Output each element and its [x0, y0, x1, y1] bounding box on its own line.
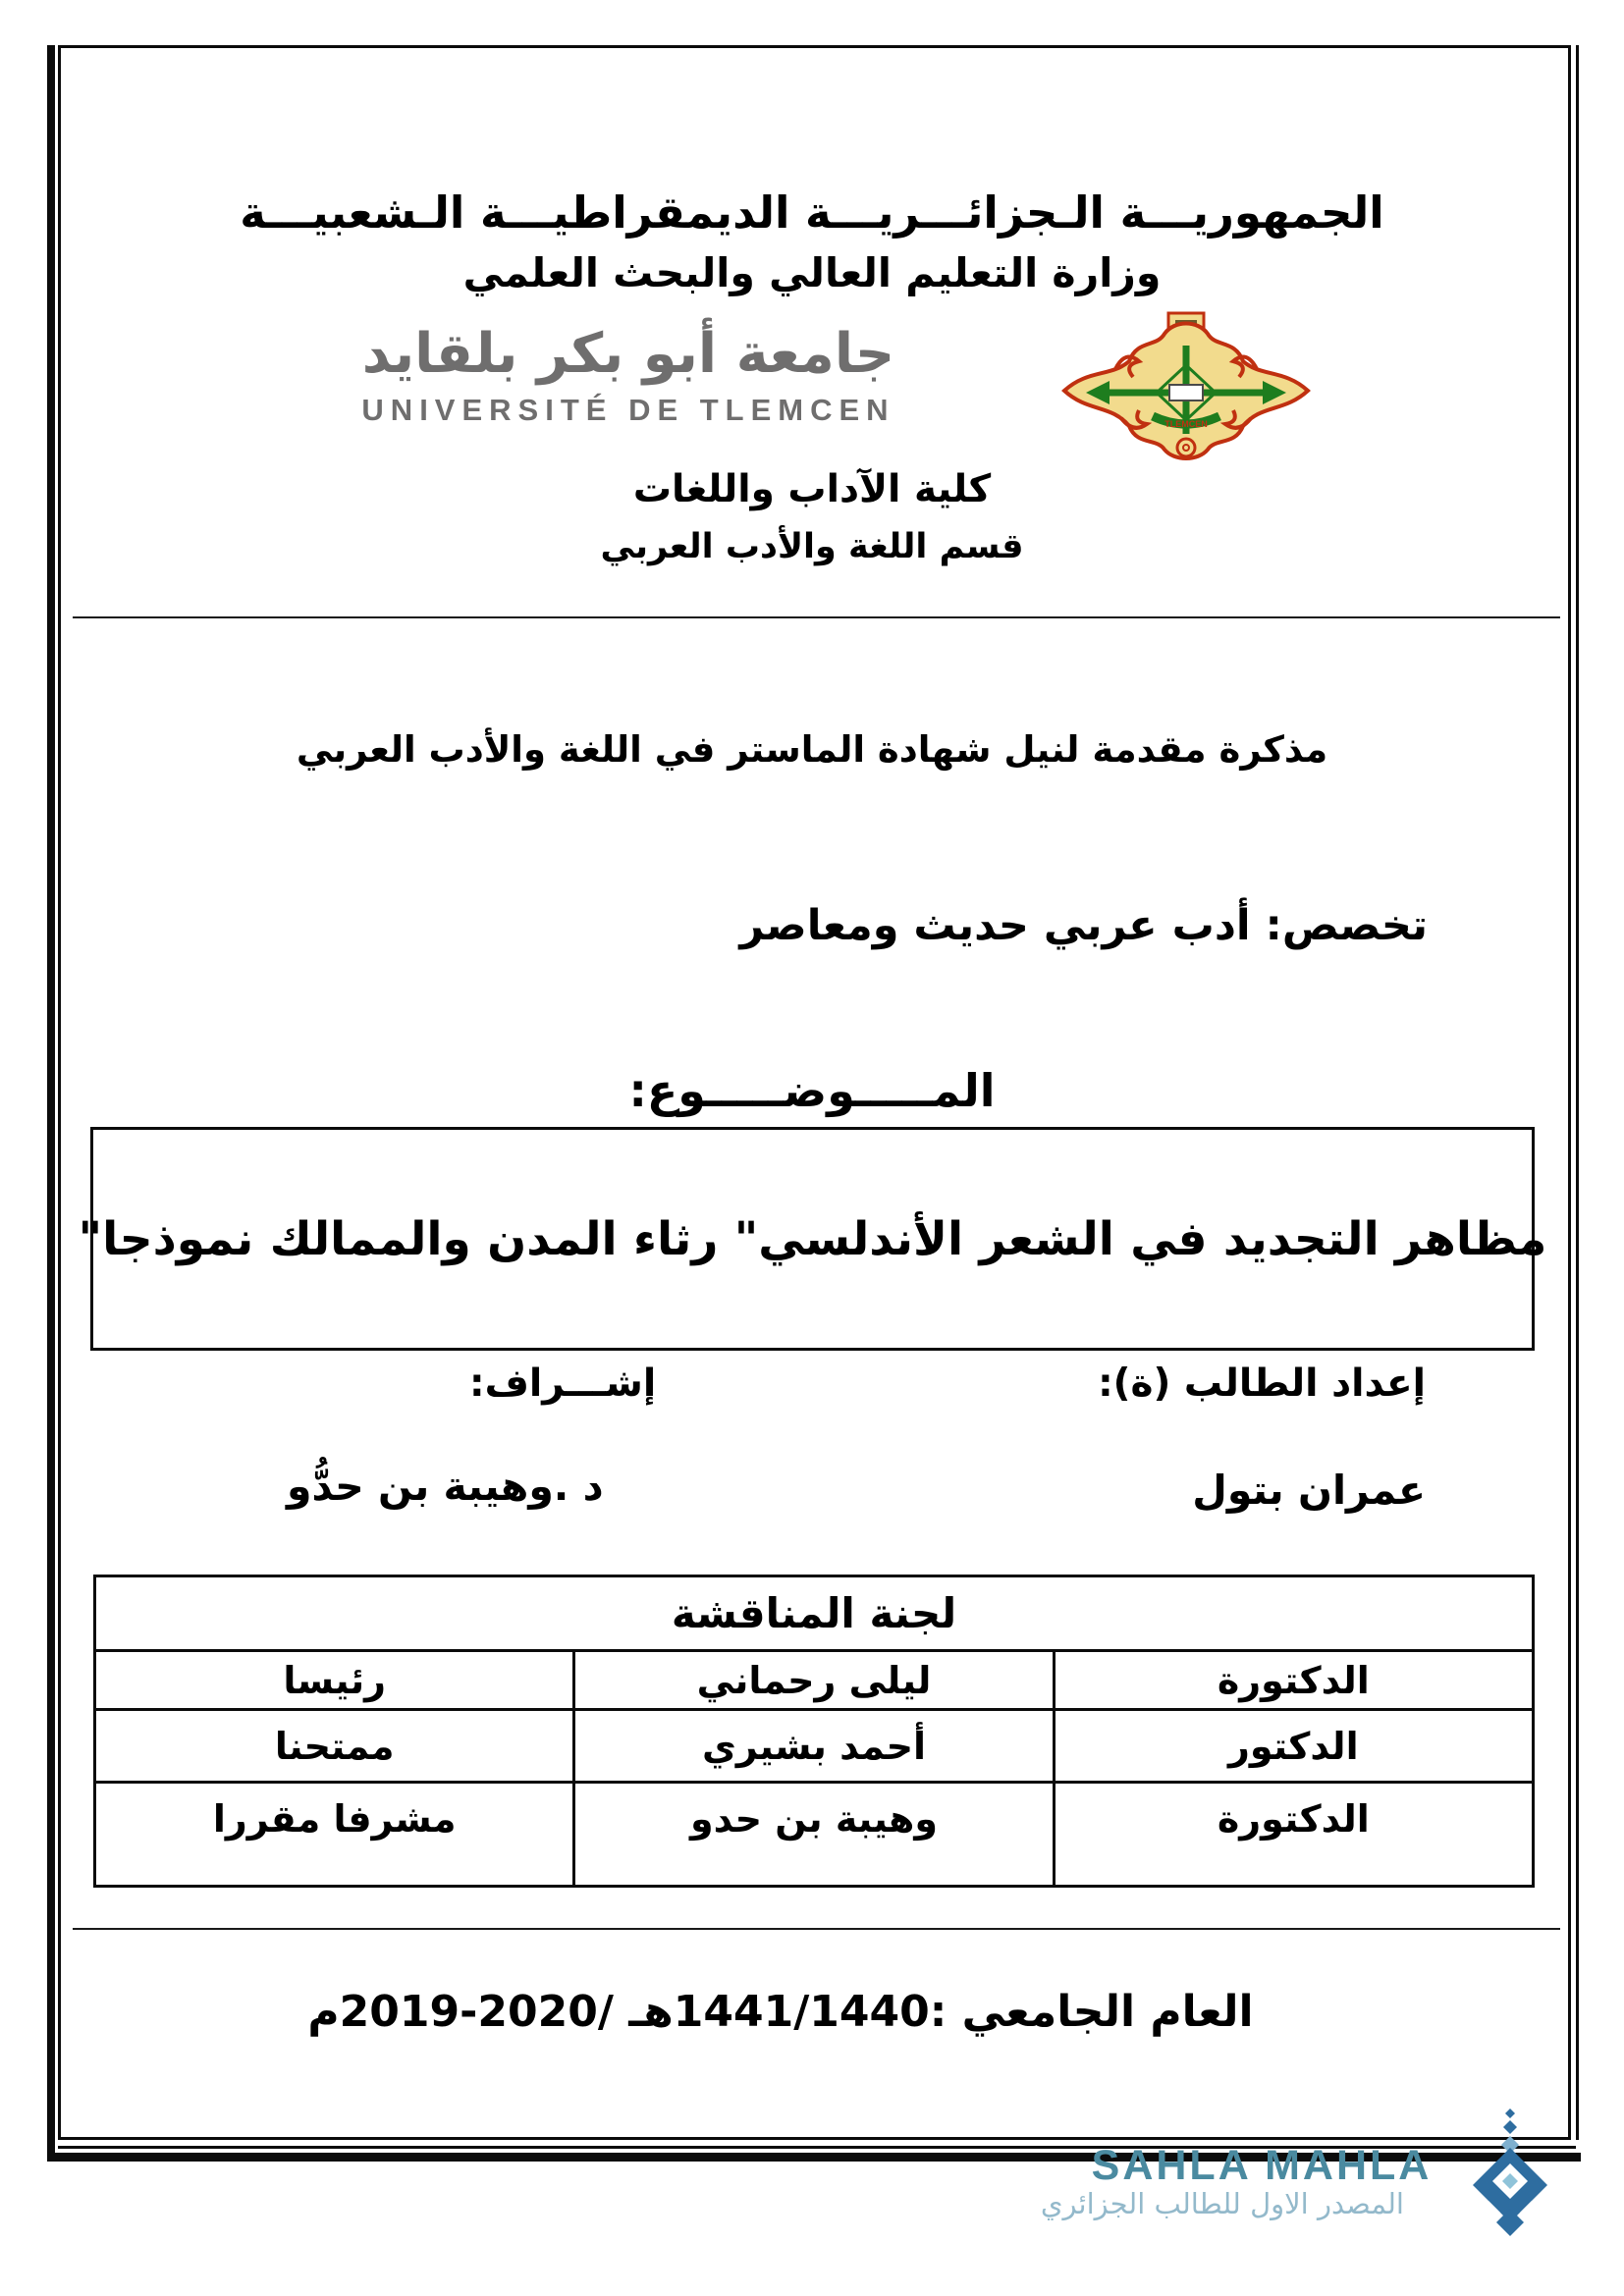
department-name: قسم اللغة والأدب العربي — [600, 527, 1024, 566]
degree-statement: مذكرة مقدمة لنيل شهادة الماستر في اللغة والأدب العربي — [296, 728, 1328, 771]
honorific-cell: الدكتور — [1054, 1710, 1533, 1783]
republic-header: الجمهوريـــة الـجزائـــريـــة الديمقراطيـــة الـشعبيـــة — [240, 187, 1384, 239]
committee-row — [95, 1710, 1534, 1783]
watermark-brand: SAHLA MAHLA — [1091, 2142, 1433, 2189]
student-name: عمران بتول — [1192, 1467, 1426, 1514]
faculty-name: كلية الآداب واللغات — [632, 467, 992, 511]
prepared-by-label: إعداد الطالب (ة): — [1098, 1362, 1426, 1406]
svg-text:TLEMCEN: TLEMCEN — [1164, 419, 1208, 429]
university-name-arabic: جامعة أبو بكر بلقايد — [361, 322, 895, 386]
supervisor-name: د .وهيبة بن حدُّو — [287, 1463, 604, 1510]
honorific-cell: الدكتورة — [1054, 1651, 1533, 1710]
supervision-label: إشـــراف: — [469, 1362, 657, 1406]
watermark-tagline: المصدر الاول للطالب الجزائري — [1040, 2187, 1404, 2220]
academic-year: العام الجامعي :1441/1440هـ /2020-2019م — [307, 1987, 1254, 2037]
university-name-french: UNIVERSITÉ DE TLEMCEN — [361, 393, 895, 427]
role-cell: مشرفا مقررا — [95, 1783, 574, 1887]
committee-header-row — [95, 1576, 1534, 1651]
sahla-mahla-calligraphy-icon — [1471, 2107, 1549, 2238]
member-name-cell: أحمد بشيري — [574, 1710, 1054, 1783]
specialization: تخصص: أدب عربي حديث ومعاصر — [739, 901, 1428, 950]
committee-row — [95, 1651, 1534, 1710]
member-name-cell: وهيبة بن حدو — [574, 1783, 1054, 1887]
thesis-title: مظاهر التجديد في الشعر الأندلسي" رثاء المدن والممالك نموذجا" — [78, 1211, 1547, 1266]
committee-table — [93, 1575, 1535, 1888]
member-name-cell: ليلى رحماني — [574, 1651, 1054, 1710]
ministry-header: وزارة التعليم العالي والبحث العلمي — [462, 249, 1162, 296]
committee-title: لجنة المناقشة — [95, 1576, 1534, 1651]
honorific-cell: الدكتورة — [1054, 1783, 1533, 1887]
bottom-divider — [73, 1928, 1560, 1930]
university-of-tlemcen-seal-icon — [1058, 308, 1314, 463]
subject-label: المـــــوضـــــوع: — [628, 1064, 996, 1117]
thesis-title-box — [78, 1127, 1547, 1351]
role-cell: رئيسا — [95, 1651, 574, 1710]
committee-row — [95, 1783, 1534, 1887]
role-cell: ممتحنا — [95, 1710, 574, 1783]
top-divider — [73, 616, 1560, 618]
